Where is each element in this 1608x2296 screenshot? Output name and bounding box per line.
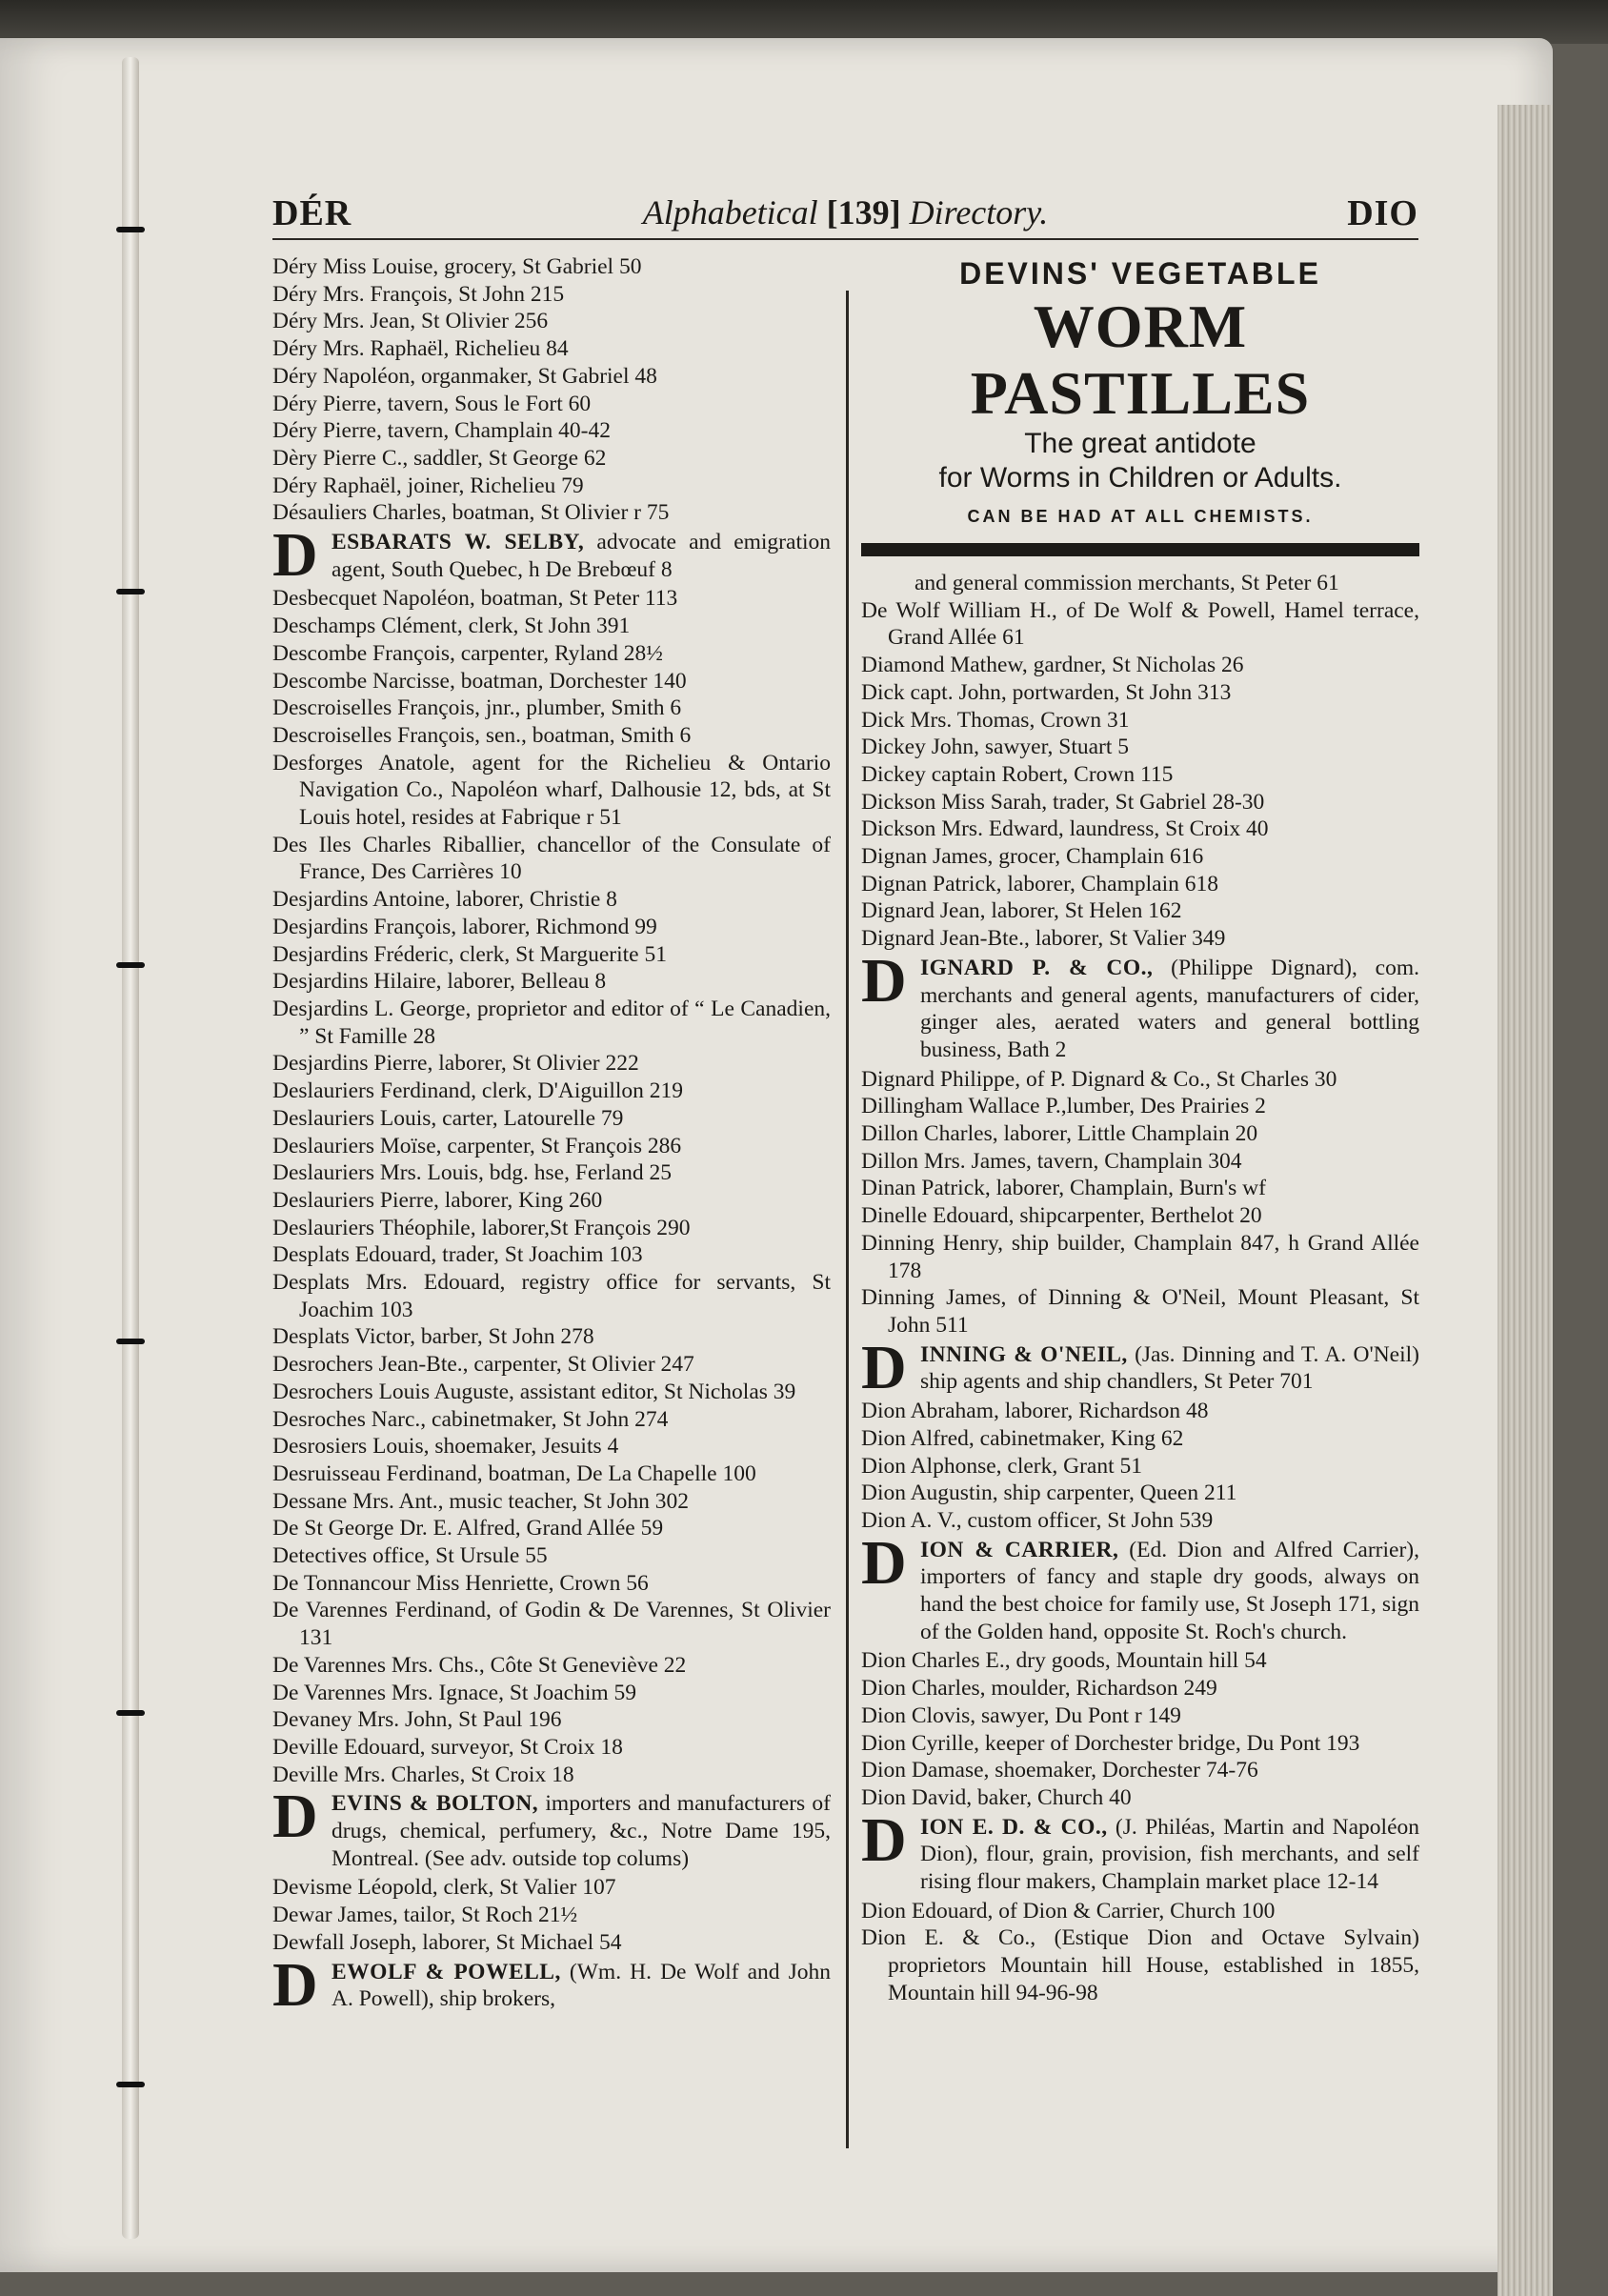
directory-entry: Detectives office, St Ursule 55: [272, 1543, 548, 1569]
drop-cap-initial: D: [272, 520, 318, 591]
directory-entry: Deslauriers Pierre, laborer, King 260: [272, 1187, 603, 1213]
directory-entry: Descombe François, carpenter, Ryland 28½: [272, 640, 663, 666]
directory-entry: Dion Cyrille, keeper of Dorchester bridge, Du Pont 193: [861, 1730, 1360, 1756]
directory-entry: Desruisseau Ferdinand, boatman, De La Chapelle 100: [272, 1460, 756, 1486]
directory-entry: Dickey captain Robert, Crown 115: [861, 761, 1174, 787]
directory-entry: Dion E. & Co., (Estique Dion and Octave Sylvain) proprietors Mountain hill House, established in 1855, Mountain hill 94-96-98: [861, 1925, 1419, 2005]
featured-entry-text: (Jas. Dinning and T. A. O'Neil) ship agents and ship chandlers, St Peter 701: [920, 1341, 1419, 1395]
directory-entry: Dinelle Edouard, shipcarpenter, Berthelot 20: [861, 1203, 1262, 1229]
directory-entry: Desjardins Fréderic, clerk, St Marguerite 51: [272, 941, 667, 967]
directory-entry: Desbecquet Napoléon, boatman, St Peter 113: [272, 586, 678, 612]
featured-entry-text: (Wm. H. De Wolf and John A. Powell), ship brokers,: [332, 1959, 831, 2012]
directory-entry: Dick Mrs. Thomas, Crown 31: [861, 707, 1130, 733]
directory-entry: Desforges Anatole, agent for the Richelieu & Ontario Navigation Co., Napoléon wharf, Dalhousie 12, bds, at St Louis hotel, resides at Fabrique r 51: [272, 750, 831, 831]
directory-entry: Dickey John, sawyer, Stuart 5: [861, 735, 1130, 760]
directory-entry: De Wolf William H., of De Wolf & Powell, Hamel terrace, Grand Allée 61: [861, 597, 1419, 651]
directory-entry: [861, 1527, 1419, 1646]
directory-entry: Dion Edouard, of Dion & Carrier, Church 100: [861, 1898, 1276, 1923]
binding-stitch: [116, 962, 145, 968]
directory-entry: Dickson Mrs. Edward, laundress, St Croix 40: [861, 816, 1269, 842]
ad-tagline: The great antidote: [1024, 428, 1256, 459]
directory-entry: Dion A. V., custom officer, St John 539: [861, 1507, 1214, 1533]
ad-availability: CAN BE HAD AT ALL CHEMISTS.: [967, 507, 1314, 526]
directory-entry: Descroiselles François, sen., boatman, Smith 6: [272, 722, 692, 748]
directory-entry: Des Iles Charles Riballier, chancellor of the Consulate of France, Des Carrières 10: [272, 832, 831, 885]
binding-stitch: [116, 2082, 145, 2087]
directory-entry: Desjardins François, laborer, Richmond 99: [272, 914, 657, 939]
directory-entry: Déry Mrs. Jean, St Olivier 256: [272, 309, 549, 334]
directory-entry: Dinning James, of Dinning & O'Neil, Mount Pleasant, St John 511: [861, 1285, 1419, 1338]
directory-entry: Diamond Mathew, gardner, St Nicholas 26: [861, 653, 1244, 678]
directory-entry: Dickson Miss Sarah, trader, St Gabriel 28-30: [861, 789, 1265, 815]
header-title: [272, 192, 1418, 232]
directory-entry: De Varennes Ferdinand, of Godin & De Varennes, St Olivier 131: [272, 1598, 831, 1651]
binding-stitch: [116, 227, 145, 232]
ad-brand: DEVINS' VEGETABLE: [959, 256, 1321, 291]
featured-entry-name: ION & CARRIER,: [920, 1537, 1119, 1562]
directory-entry: Dignan James, grocer, Champlain 616: [861, 844, 1204, 870]
directory-entry: Dion Augustin, ship carpenter, Queen 211: [861, 1480, 1237, 1506]
directory-entry: Desrosiers Louis, shoemaker, Jesuits 4: [272, 1434, 619, 1460]
directory-entry: Desroches Narc., cabinetmaker, St John 274: [272, 1406, 669, 1432]
directory-entry: [861, 945, 1419, 1064]
directory-entry: Dinning Henry, ship builder, Champlain 847, h Grand Allée 178: [861, 1230, 1419, 1283]
featured-entry-name: EVINS & BOLTON,: [332, 1791, 539, 1817]
directory-entry: Devisme Léopold, clerk, St Valier 107: [272, 1875, 616, 1901]
directory-entry: Desjardins Pierre, laborer, St Olivier 222: [272, 1051, 639, 1077]
directory-entry: [861, 1804, 1420, 1896]
directory-entry: Deschamps Clément, clerk, St John 391: [272, 614, 631, 639]
directory-entry: Dion Alphonse, clerk, Grant 51: [861, 1453, 1143, 1479]
binding-stitch: [116, 1339, 145, 1344]
drop-cap-initial: D: [272, 1949, 318, 2020]
directory-entry: De Tonnancour Miss Henriette, Crown 56: [272, 1570, 649, 1596]
directory-entry: Desplats Mrs. Edouard, registry office for servants, St Joachim 103: [272, 1270, 831, 1322]
header-title-pre: Alphabetical: [642, 193, 818, 232]
featured-entry-name: ESBARATS W. SELBY,: [332, 530, 585, 555]
directory-entry: Descombe Narcisse, boatman, Dorchester 140: [272, 668, 687, 694]
directory-entry: Deslauriers Mrs. Louis, bdg. hse, Ferland 25: [272, 1160, 673, 1186]
directory-entry: Déry Pierre, tavern, Champlain 40-42: [272, 418, 612, 444]
featured-entry-text: (Philippe Dignard), com. merchants and general agents, manufacturers of cider, ginger ales, aerated waters and general bottling business, Bath 2: [920, 955, 1419, 1062]
directory-entry: Deslauriers Ferdinand, clerk, D'Aiguillon 219: [272, 1078, 684, 1104]
directory-entry: Dion Clovis, sawyer, Du Pont r 149: [861, 1702, 1181, 1728]
featured-entry-text: (J. Philéas, Martin and Napoléon Dion), flour, grain, provision, fish merchants, and self rising flour makers, Champlain market place 12-14: [920, 1814, 1420, 1895]
directory-entry: [861, 1332, 1419, 1402]
directory-entry: Déry Napoléon, organmaker, St Gabriel 48: [272, 363, 657, 389]
directory-entry: Désauliers Charles, boatman, St Olivier r 75: [272, 500, 670, 526]
drop-cap-initial: D: [272, 1782, 318, 1852]
directory-entry: Dèry Pierre C., saddler, St George 62: [272, 445, 607, 471]
header-title-post: Directory.: [909, 193, 1049, 232]
directory-entry: Dion David, baker, Church 40: [861, 1784, 1132, 1810]
directory-entry: Deville Mrs. Charles, St Croix 18: [272, 1762, 574, 1787]
directory-entry: Déry Mrs. François, St John 215: [272, 281, 565, 307]
directory-entry: Desplats Edouard, trader, St Joachim 103: [272, 1242, 643, 1268]
drop-cap-initial: D: [861, 1527, 907, 1598]
directory-entry: De St George Dr. E. Alfred, Grand Allée 59: [272, 1516, 664, 1541]
directory-entry: Descroiselles François, jnr., plumber, Smith 6: [272, 695, 682, 721]
page-number: [139]: [826, 193, 901, 232]
directory-entry: Déry Mrs. Raphaël, Richelieu 84: [272, 336, 569, 362]
page-edge: [1497, 105, 1553, 2296]
directory-entry: and general commission merchants, St Peter 61: [915, 571, 1339, 595]
directory-entry: Desrochers Louis Auguste, assistant editor, St Nicholas 39: [272, 1379, 796, 1404]
featured-entry-text: (Ed. Dion and Alfred Carrier), importers of fancy and staple dry goods, always on hand the best choice for family use, St Joseph 171, sign of the Golden hand, opposite St. Roch's church.: [920, 1537, 1419, 1644]
directory-entry: Dillon Mrs. James, tavern, Champlain 304: [861, 1148, 1242, 1174]
directory-entry: Desjardins L. George, proprietor and editor of “ Le Canadien, ” St Famille 28: [272, 996, 831, 1049]
ad-title: WORM PASTILLES: [970, 292, 1311, 427]
directory-entry: Déry Miss Louise, grocery, St Gabriel 50: [272, 254, 642, 279]
directory-entry: Dignard Philippe, of P. Dignard & Co., St Charles 30: [861, 1066, 1337, 1092]
right-entries: [861, 570, 1419, 2007]
header-right-guide: DIO: [1347, 193, 1418, 233]
header-left-guide: DÉR: [272, 193, 352, 233]
book-binding: [122, 57, 139, 2239]
directory-entry: Deville Edouard, surveyor, St Croix 18: [272, 1734, 623, 1760]
directory-entry: Déry Pierre, tavern, Sous le Fort 60: [272, 391, 592, 416]
directory-entry: Dillingham Wallace P.,lumber, Des Prairies 2: [861, 1094, 1266, 1119]
directory-entry: De Varennes Mrs. Ignace, St Joachim 59: [272, 1680, 637, 1705]
featured-entry-text: importers and manufacturers of drugs, chemical, perfumery, &c., Notre Dame 195, Montreal. (See adv. outside top colums): [332, 1791, 831, 1871]
featured-entry-text: advocate and emigration agent, South Quebec, h De Brebœuf 8: [332, 530, 831, 582]
drop-cap-initial: D: [861, 945, 907, 1016]
featured-entry-name: IGNARD P. & CO.,: [920, 955, 1154, 980]
ad-tagline-2: for Worms in Children or Adults.: [938, 462, 1342, 493]
directory-entry: Déry Raphaël, joiner, Richelieu 79: [272, 473, 584, 498]
directory-entry: Desjardins Antoine, laborer, Christie 8: [272, 887, 617, 913]
right-column: [861, 253, 1419, 2007]
directory-entry: Dion Abraham, laborer, Richardson 48: [861, 1399, 1209, 1424]
directory-entry: Deslauriers Moïse, carpenter, St François 286: [272, 1133, 682, 1158]
binding-stitch: [116, 589, 145, 594]
page-header: [272, 189, 1418, 240]
directory-entry: Desplats Victor, barber, St John 278: [272, 1324, 594, 1350]
directory-entry: Dion Damase, shoemaker, Dorchester 74-76: [861, 1758, 1258, 1783]
directory-entry: Dinan Patrick, laborer, Champlain, Burn's wf: [861, 1176, 1266, 1201]
advertisement: [861, 253, 1419, 556]
directory-entry: Dion Charles, moulder, Richardson 249: [861, 1676, 1217, 1702]
directory-entry: Dion Alfred, cabinetmaker, King 62: [861, 1425, 1184, 1451]
directory-entry: Dewar James, tailor, St Roch 21½: [272, 1903, 578, 1928]
directory-entry: Dick capt. John, portwarden, St John 313: [861, 679, 1232, 705]
ad-rule: [861, 543, 1419, 556]
directory-entry: Dessane Mrs. Ant., music teacher, St John 302: [272, 1488, 690, 1514]
directory-entry: [272, 1949, 831, 2020]
binding-stitch: [116, 1710, 145, 1716]
directory-entry: Dignard Jean, laborer, St Helen 162: [861, 898, 1182, 924]
directory-entry: Dewfall Joseph, laborer, St Michael 54: [272, 1929, 622, 1955]
directory-entry: [272, 520, 831, 591]
directory-entry: [272, 1782, 831, 1872]
left-column: [272, 253, 831, 2020]
drop-cap-initial: D: [861, 1804, 907, 1875]
featured-entry-name: INNING & O'NEIL,: [920, 1341, 1128, 1367]
featured-entry-name: EWOLF & POWELL,: [332, 1959, 561, 1984]
directory-entry: De Varennes Mrs. Chs., Côte St Geneviève 22: [272, 1652, 687, 1678]
directory-entry: Dignard Jean-Bte., laborer, St Valier 349: [861, 926, 1226, 952]
column-divider: [846, 291, 849, 2148]
directory-entry: Dignan Patrick, laborer, Champlain 618: [861, 871, 1218, 896]
directory-entry: Desjardins Hilaire, laborer, Belleau 8: [272, 969, 607, 995]
directory-entry: Desrochers Jean-Bte., carpenter, St Olivier 247: [272, 1352, 694, 1378]
directory-entry: Deslauriers Théophile, laborer,St François 290: [272, 1215, 691, 1240]
directory-entry: Deslauriers Louis, carter, Latourelle 79: [272, 1105, 624, 1131]
directory-entry: Devaney Mrs. John, St Paul 196: [272, 1707, 562, 1733]
drop-cap-initial: D: [861, 1332, 907, 1402]
directory-entry: Dillon Charles, laborer, Little Champlain 20: [861, 1121, 1258, 1147]
directory-entry: Dion Charles E., dry goods, Mountain hill 54: [861, 1648, 1267, 1674]
featured-entry-name: ION E. D. & CO.,: [920, 1814, 1108, 1840]
